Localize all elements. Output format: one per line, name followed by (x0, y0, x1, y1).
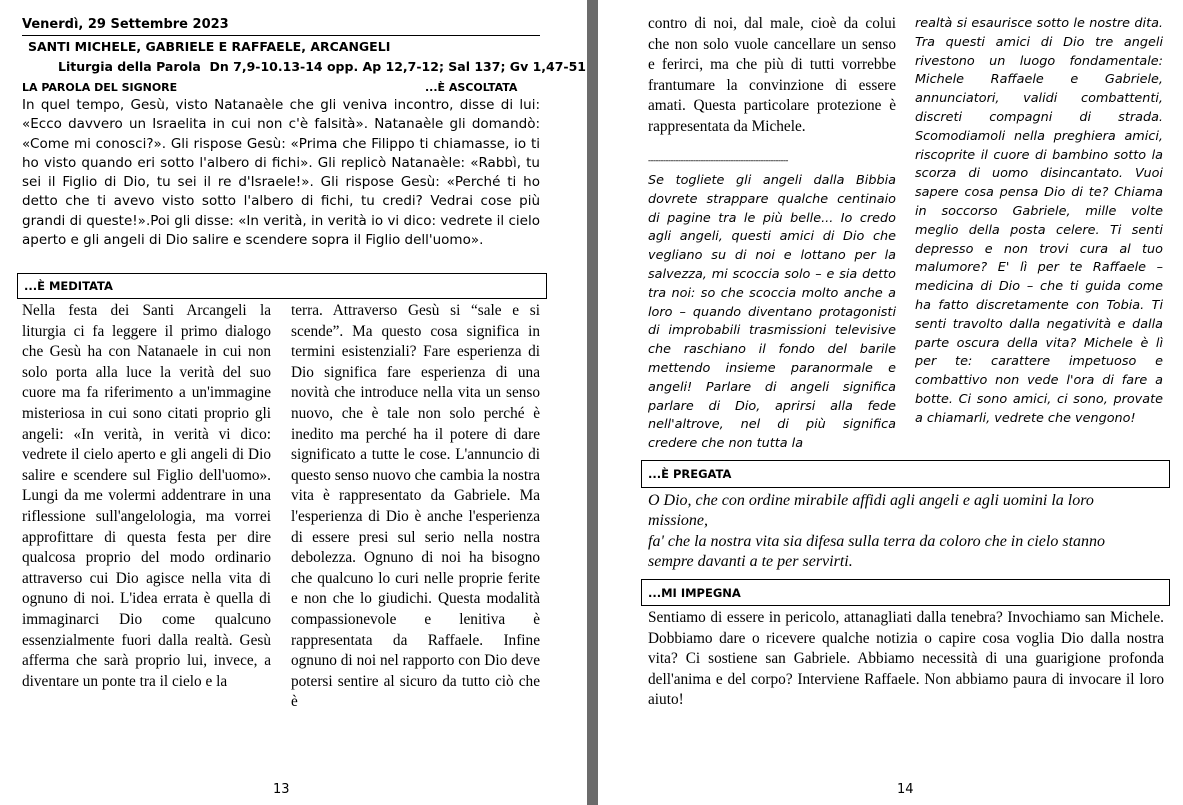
meditata-column-1: Nella festa dei Santi Arcangeli la liturgia ci fa leggere il primo dialogo che Gesù ha con Natanaele in cui non solo porta alla luce la verità del suo cuore ma fa riferimento a un'immagine misteriosa in cui sono citati proprio gli angeli: «In verità, in verità vi dico: vedrete il cielo aperto e gli angeli di Dio salire e scendere sul Figlio dell'uomo». Lungi da me volermi addentrare in una riflessione sull'angelologia, ma vorrei approfittare di questa festa per dire qualcosa proprio del modo ordinario attraverso cui Dio agisce nella vita di ognuno di noi. L'idea errata è quella di immaginarci Dio come qualcuno essenzialmente fuori dalla realtà. Gesù afferma che sarà proprio lui, invece, a diventare un ponte tra il cielo e la (22, 302, 271, 690)
impegna-text: Sentiamo di essere in pericolo, attanagliati dalla tenebra? Invochiamo san Michele. Dobbiamo dare o ricevere qualche notizia o capire cosa voglia Dio dalla nostra vita? Ci sostiene san Gabriele. Abbiamo necessità di una guarigione profonda dell'anima e del corpo? Interviene Raffaele. Non abbiamo paura di invocare il loro aiuto! (648, 609, 1164, 709)
section-ascoltata: ...È ASCOLTATA (425, 81, 518, 94)
page-14 (598, 0, 1183, 805)
date-rule (22, 35, 540, 36)
quote-column-1: Se togliete gli angeli dalla Bibbia dovrete strappare qualche centinaio di pagine tra le più belle... Io credo agli angeli, questi amici di Dio che vegliano su di noi e lottano per la salvezza, mi scoccia solo – e sia detto tra noi: so che scoccia molto anche a loro – quando diventano protagonisti di improbabili trasmissioni televisive che raschiano il fondo del barile mettendo insieme paranormale e angeli! Parlare di angeli significa parlare di Dio, aprirsi alla fede nell'altrove, nel di più significa credere che non tutta la (648, 173, 896, 452)
meditata-heading: ...È MEDITATA (17, 273, 547, 299)
quote-column-2: realtà si esaurisce sotto le nostre dita. Tra questi amici di Dio tre angeli rivestono un luogo fondamentale: Michele Raffaele e Gabriele, annunciatori, validi combattenti, discreti compagni di strada. Scomodiamoli nella preghiera amici, riscoprite il cuore di bambino sotto la scorza di uomo disincantato. Vuoi sapere cosa pensa Dio di te? Chiama in soccorso Gabriele, mille volte meglio della posta celere. Ti senti depresso e non trovi cura al tuo malumore? E' lì per te Raffaele – medicina di Dio – che ti guida come ha fatto discretamente con Tobia. Ti senti travolto dalla negatività e dalla parte oscura della vita? Michele è lì per te: carattere impetuoso e combattivo non vede l'ora di fare a botte. Ci sono amici, ci sono, provate a chiamarli, vedrete che vengono! (915, 16, 1163, 426)
saints-title: SANTI MICHELE, GABRIELE E RAFFAELE, ARCANGELI (28, 39, 391, 54)
divider-line: -------------------------------------------------------- (648, 156, 788, 165)
meditata-column-2: terra. Attraverso Gesù si “sale e si scende”. Ma questo cosa significa in termini esistenziali? Fare esperienza di Dio significa fare esperienza di una novità che introduce nella vita un senso nuovo, che è tale non solo perché è inedito ma perché ha il potere di dare significato a tutte le cose. L'annuncio di questo senso nuovo che cambia la nostra vita è rappresentato da Gabriele. Ma l'esperienza di Dio è anche l'esperienza di essere presi sul serio nella nostra debolezza. Ognuno di noi ha bisogno che qualcuno lo curi nelle proprie ferite e non che lo giudichi. Questa modalità compassionevole e lenitiva è rappresentata da Raffaele. Infine ognuno di noi nel rapporto con Dio deve potersi sentire al sicuro da tutto ciò che è (291, 302, 540, 711)
page-13 (0, 0, 587, 805)
page-number: 14 (897, 782, 914, 797)
gospel-text: In quel tempo, Gesù, visto Natanaèle che gli veniva incontro, disse di lui: «Ecco davvero un Israelita in cui non c'è falsità». Natanaèle gli domandò: «Come mi conosci?». Gli rispose Gesù: «Prima che Filippo ti chiamasse, io ti ho visto quando eri sotto l'albero di fichi». Gli replicò Natanaèle: «Rabbì, tu sei il Figlio di Dio, tu sei il re d'Israele!». Gli rispose Gesù: «Perché ti ho detto che ti avevo visto sotto l'albero di fichi, tu credi? Vedrai cose più grandi di queste!».Poi gli disse: «In verità, in verità io vi dico: vedrete il cielo aperto e gli angeli di Dio salire e scendere sopra il Figlio dell'uomo». (22, 97, 540, 249)
impegna-heading: ...MI IMPEGNA (641, 579, 1170, 606)
pregata-heading: ...È PREGATA (641, 460, 1170, 488)
prayer-line-1: O Dio, che con ordine mirabile affidi agli angeli e agli uomini la loro missione, (648, 492, 1094, 529)
date-heading: Venerdì, 29 Settembre 2023 (22, 17, 229, 32)
meditata-column-3: contro di noi, dal male, cioè da colui che non solo vuole cancellare un senso e ferirci, ma che più di tutti vorrebbe frantumare la convinzione di essere amati. Questa particolare protezione è rappresentata da Michele. (648, 15, 896, 135)
section-parola: LA PAROLA DEL SIGNORE (22, 81, 178, 94)
liturgy-line: Liturgia della Parola Dn 7,9-10.13-14 opp. Ap 12,7-12; Sal 137; Gv 1,47-51 (58, 59, 586, 74)
prayer-line-2: fa' che la nostra vita sia difesa sulla terra da coloro che in cielo stanno sempre davanti a te per servirti. (648, 533, 1106, 570)
page-number: 13 (273, 782, 290, 797)
